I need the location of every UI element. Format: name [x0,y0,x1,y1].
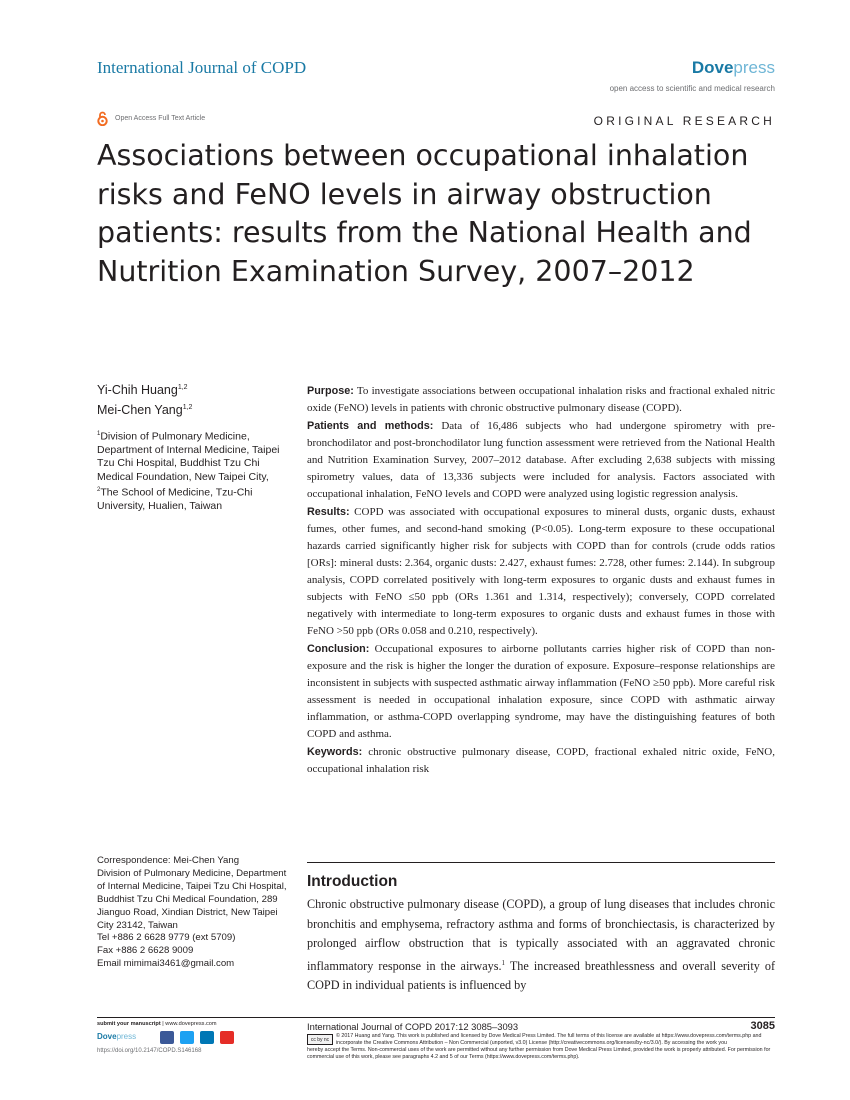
article-title: Associations between occupational inhalation risks and FeNO levels in airway obstruction patients: results from the National Health and Nutrition Examination Survey, 2007–2012 [97,139,752,288]
linkedin-icon[interactable] [200,1031,214,1044]
footer-logo[interactable]: Dovepress [97,1032,137,1041]
footer-citation: International Journal of COPD 2017:12 3085–3093 [307,1021,519,1032]
author[interactable]: Yi-Chih Huang$^{1,2}$ [97,383,188,398]
abstract-methods: Patients and methods: Data of 16,486 subjects who had undergone spirometry with pre-bronchodilator and post-bronchodilator lung function assessment were retrieved from the National Health and Nutrition Examination Survey, 2007–2012 database. After excluding 2,638 subjects with missing spirometry values, data of 13,336 subjects were included for analysis. Factors associated with occupational inhalation, FeNO levels and COPD were analyzed using logistic regression analysis. [307,419,775,501]
social-links [160,1031,234,1044]
submit-manuscript-link[interactable]: submit your manuscript | www.dovepress.com [97,1021,217,1027]
journal-name[interactable]: International Journal of COPD [97,58,307,77]
correspondence: Correspondence: Mei-Chen Yang Division of Pulmonary Medicine, Department of Internal Medicine, Taipei Tzu Chi Hospital, Buddhist Tzu Chi Medical Foundation, 289 Jianguo Road, Xindian District, New Taipei City 23142, Taiwan Tel +886 2 6628 9779 (ext 5709) Fax +886 2 6628 9009 Email mimimai3461@gmail.com [97,855,287,970]
publisher-tagline: open access to scientific and medical research [609,84,775,93]
abstract-results: Results: COPD was associated with occupational exposures to mineral dusts, organic dusts, exhaust fumes, other fumes, and second-hand smoking (P<0.05). Long-term exposure to these occupational hazards carried significantly higher risk for subjects with COPD than for controls (crude odds ratios [ORs]: mineral dusts: 2.364, organic dusts: 2.427, exhaust fumes: 2.728, other fumes: 2.144). In subgroup analysis, COPD correlated positively with long-term exposures to organic dusts and exhaust fumes in subjects with FeNO ≤50 ppb (ORs 1.361 and 1.314, respectively); conversely, COPD correlated negatively with intermediate to long-term exposures to organic dusts and exhaust fumes in those with FeNO >50 ppb (ORs 0.058 and 0.210, respectively). [307,505,775,638]
footer-divider [97,1017,775,1018]
license-text: © 2017 Huang and Yang. This work is published and licensed by Dove Medical Press Limited. The full terms of this license are available at https://www.dovepress.com/terms.php and incorporate the Creative Commons Attribution – Non Commercial (unported, v3.0) License (http://creativecommons.org/licenses/by-nc/3.0/). By accessing the work you [336,1033,762,1046]
publisher-logo-light: press [733,58,775,77]
youtube-icon[interactable] [220,1031,234,1044]
abstract-keywords: Keywords: chronic obstructive pulmonary disease, COPD, fractional exhaled nitric oxide, FeNO, occupational inhalation risk [307,745,775,776]
twitter-icon[interactable] [180,1031,194,1044]
publisher-logo-bold: Dove [691,58,734,77]
open-access-badge [97,111,205,126]
affiliations: $^1$Division of Pulmonary Medicine, Department of Internal Medicine, Taipei Tzu Chi Hospital, Buddhist Tzu Chi Medical Foundation, New Taipei City, $^2$The School of Medicine, Tzu-Chi University, Hualien, Taiwan [97,430,280,513]
page-number: 3085 [750,1020,775,1032]
open-access-label: Open Access Full Text Article [115,115,206,122]
reference-link[interactable]: 1 [501,958,506,967]
license-text-continued: hereby accept the Terms. Non-commercial uses of the work are permitted without any further permission from Dove Medical Press Limited, provided the work is properly attributed. For permission for commercial use of this work, please see paragraphs 4.2 and 5 of our Terms (https://www.dovepress.com/terms.php). [307,1047,771,1060]
open-access-icon [97,111,108,126]
article-type: ORIGINAL RESEARCH [593,114,775,128]
author-list [97,379,192,419]
abstract-conclusion: Conclusion: Occupational exposures to airborne pollutants carries higher risk of COPD than non-exposure and the risk is higher the longer the duration of exposure. Exposure–response relationships are inconsistent in subjects with suspected asthmatic airway inflammation (FeNO ≥50 ppb). More careful risk assessment is needed in occupational inhalation exposure, since COPD with asthmatic airway inflammation, or asthma-COPD overlapping syndrome, may have the distinguishing features of both COPD and asthma. [307,642,775,741]
doi-link[interactable]: https://doi.org/10.2147/COPD.S146168 [97,1048,202,1054]
section-divider [307,862,775,863]
correspondence-email[interactable]: Email mimimai3461@gmail.com [97,958,235,970]
publisher-logo[interactable] [692,58,775,78]
creative-commons-icon[interactable]: cc by nc [307,1034,333,1045]
introduction-heading: Introduction [307,873,398,890]
author[interactable]: Mei-Chen Yang$^{1,2}$ [97,403,193,418]
introduction-text: Chronic obstructive pulmonary disease (COPD), a group of lung diseases that includes chronic bronchitis and emphysema, refractory asthma and forms of bronchiectasis, is characterized by prolonged airflow obstruction that is typically associated with an aggravated chronic inflammatory response in the airways.$^1$ The increased breathlessness and overall severity of COPD in individual patients is influenced by [307,897,776,993]
facebook-icon[interactable] [160,1031,174,1044]
abstract [307,383,775,779]
abstract-purpose: Purpose: To investigate associations between occupational inhalation risks and fractional exhaled nitric oxide (FeNO) levels in patients with chronic obstructive pulmonary disease (COPD). [307,385,775,415]
